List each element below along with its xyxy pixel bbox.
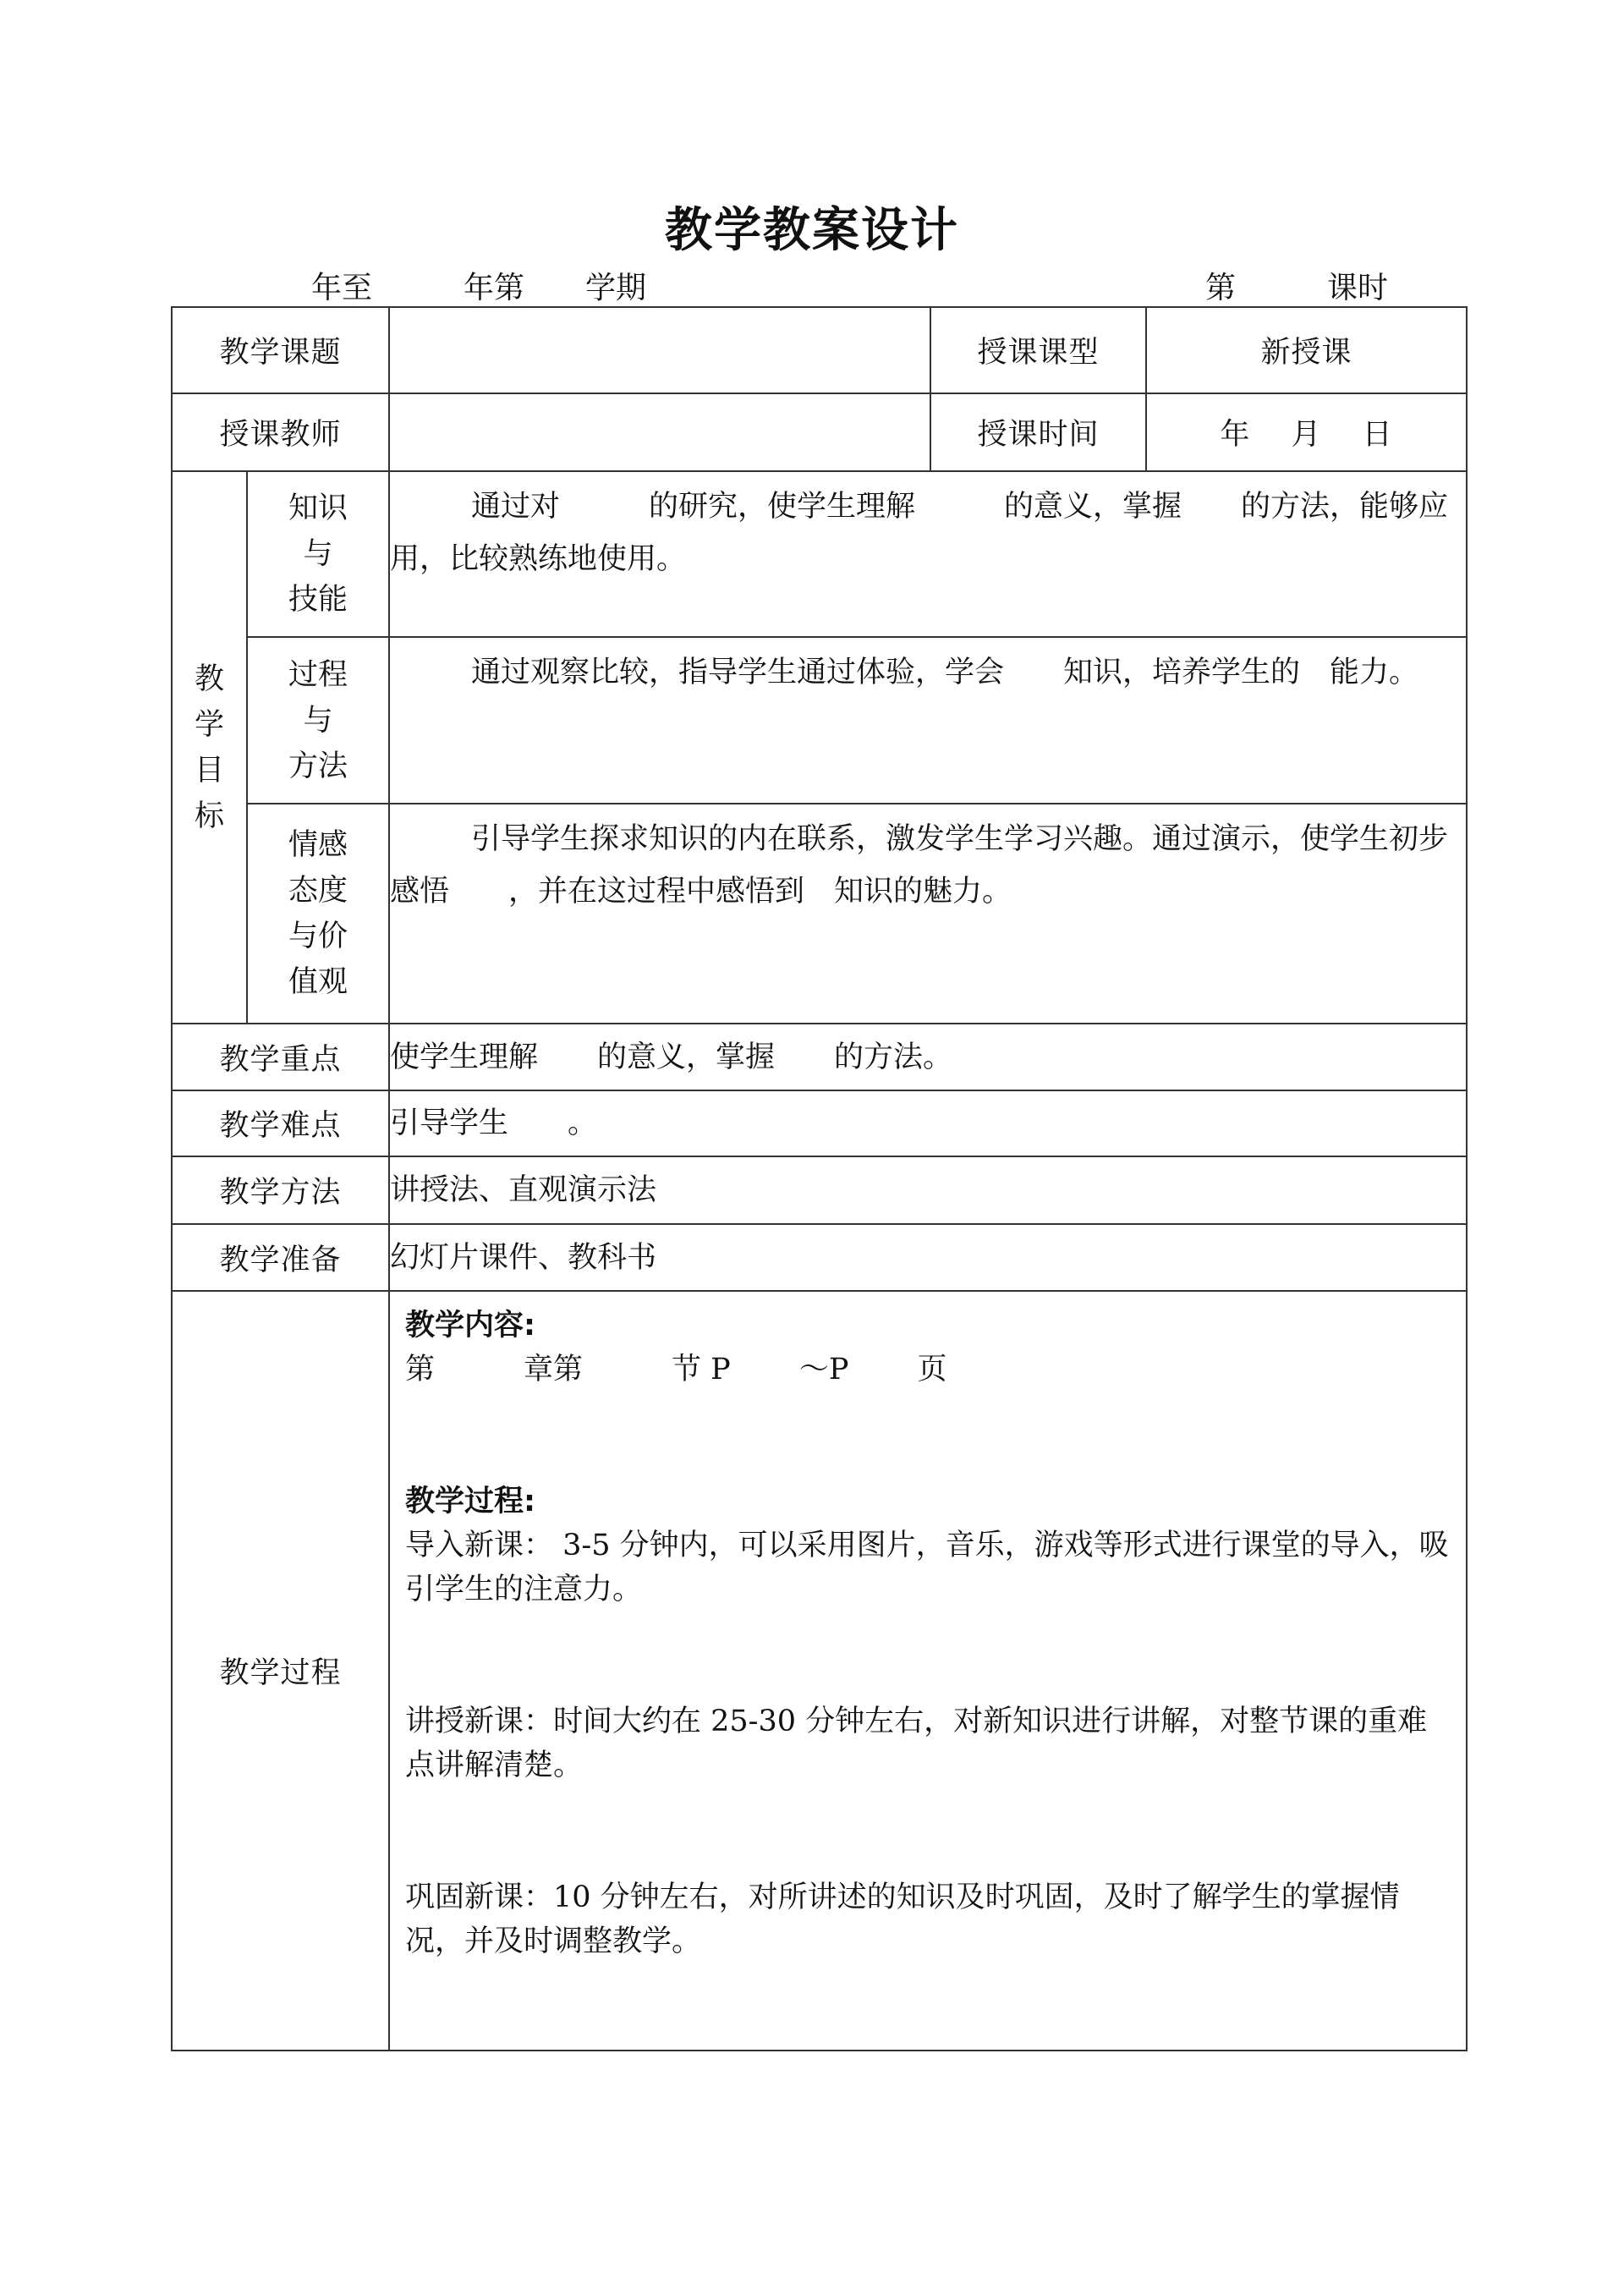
document-title: 教学教案设计 xyxy=(665,203,959,258)
table-row xyxy=(172,1291,1467,2051)
topic-label: 教学课题 xyxy=(172,307,389,393)
process-methods-label xyxy=(247,637,389,804)
label-line: 知识 xyxy=(288,491,348,525)
lesson-type-label: 授课课型 xyxy=(930,307,1146,393)
label-line: 值观 xyxy=(288,965,348,999)
objective-text: 通过观察比较，指导学生通过体验，学会 知识，培养学生的 能力。 xyxy=(471,656,1419,689)
preparation-value[interactable]: 幻灯片课件、教科书 xyxy=(389,1224,1467,1291)
methods-label: 教学方法 xyxy=(172,1156,389,1224)
lesson-number-line: 第 课时 xyxy=(1205,271,1389,305)
difficulties-label: 教学难点 xyxy=(172,1090,389,1156)
process-step: 讲授新课：时间大约在 25-30 分钟左右，对新知识进行讲解，对整节课的重难点讲解清楚。 xyxy=(405,1705,1428,1782)
preparation-label: 教学准备 xyxy=(172,1224,389,1291)
topic-value[interactable] xyxy=(389,307,930,393)
teacher-value[interactable] xyxy=(389,393,930,471)
objective-text: 通过对 的研究，使学生理解 的意义，掌握 的方法，能够应用，比较熟练地使用。 xyxy=(390,490,1449,576)
table-row xyxy=(172,471,1467,637)
difficulties-value[interactable]: 引导学生 。 xyxy=(389,1090,1467,1156)
table-row xyxy=(172,1090,1467,1156)
table-row xyxy=(172,393,1467,471)
attitude-values-text[interactable] xyxy=(389,804,1467,1024)
label-line: 过程 xyxy=(288,657,348,692)
content-heading: 教学内容: xyxy=(405,1309,536,1342)
label-line: 与 xyxy=(303,537,333,571)
label-line: 与 xyxy=(303,703,333,738)
attitude-values-label xyxy=(247,804,389,1024)
content-line: 第 章第 节 P ～P 页 xyxy=(405,1353,947,1386)
table-row xyxy=(172,1024,1467,1090)
objective-text: 引导学生探求知识的内在联系，激发学生学习兴趣。通过演示，使学生初步感悟 ，并在这过程中感悟到 知识的魅力。 xyxy=(390,822,1449,909)
process-step: 巩固新课：10 分钟左右，对所讲述的知识及时巩固，及时了解学生的掌握情况，并及时调整教学。 xyxy=(405,1880,1400,1958)
knowledge-skills-text[interactable] xyxy=(389,471,1467,637)
objectives-group-label xyxy=(172,471,247,1024)
label-line: 情感 xyxy=(288,828,348,862)
table-row xyxy=(172,637,1467,804)
label-line: 方法 xyxy=(288,749,348,783)
objectives-char: 学 xyxy=(194,707,224,742)
process-label: 教学过程 xyxy=(172,1291,389,2051)
methods-value[interactable]: 讲授法、直观演示法 xyxy=(389,1156,1467,1224)
table-row xyxy=(172,307,1467,393)
label-line: 与价 xyxy=(288,920,348,953)
objectives-char: 标 xyxy=(194,799,224,833)
process-step: 导入新课： 3-5 分钟内，可以采用图片，音乐，游戏等形式进行课堂的导入，吸引学生的注意力。 xyxy=(405,1529,1449,1606)
process-heading: 教学过程: xyxy=(405,1485,536,1518)
process-methods-text[interactable] xyxy=(389,637,1467,804)
key-points-label: 教学重点 xyxy=(172,1024,389,1090)
objectives-char: 教 xyxy=(194,662,224,696)
lesson-time-value[interactable]: 年 月 日 xyxy=(1146,393,1467,471)
label-line: 态度 xyxy=(288,874,348,908)
lesson-plan-table xyxy=(171,306,1468,2051)
lesson-time-label: 授课时间 xyxy=(930,393,1146,471)
table-row xyxy=(172,804,1467,1024)
table-row xyxy=(172,1224,1467,1291)
table-row xyxy=(172,1156,1467,1224)
process-content[interactable] xyxy=(389,1291,1467,2051)
objectives-char: 目 xyxy=(194,753,224,788)
label-line: 技能 xyxy=(288,583,348,617)
knowledge-skills-label xyxy=(247,471,389,637)
teacher-label: 授课教师 xyxy=(172,393,389,471)
key-points-value[interactable]: 使学生理解 的意义，掌握 的方法。 xyxy=(389,1024,1467,1090)
lesson-type-value[interactable]: 新授课 xyxy=(1146,307,1467,393)
semester-line: 年至 年第 学期 xyxy=(311,271,647,305)
